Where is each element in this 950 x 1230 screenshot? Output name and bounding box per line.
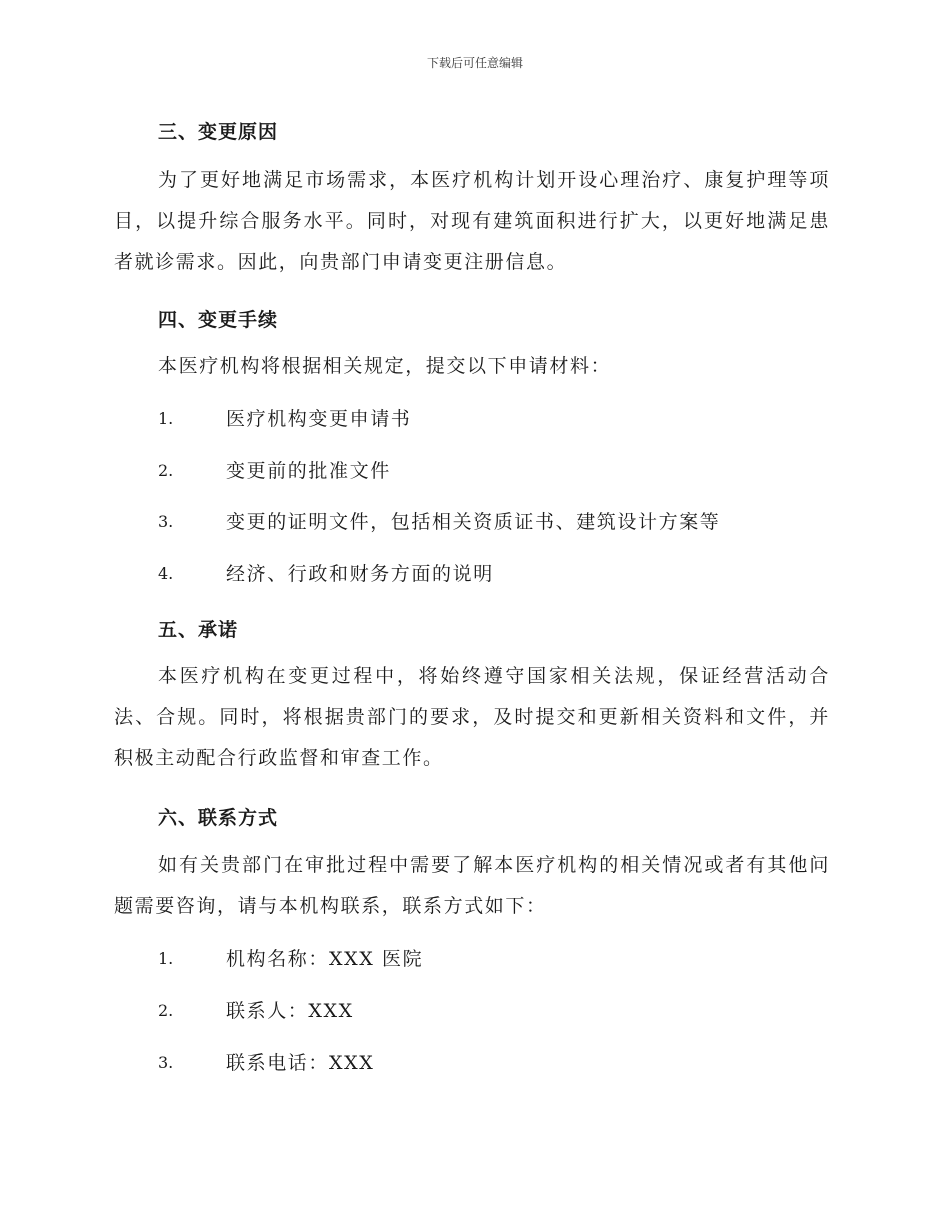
list-item-text: 变更前的批准文件 xyxy=(226,460,391,482)
section-heading-reason: 三、变更原因 xyxy=(158,121,279,143)
list-item-text: 变更的证明文件，包括相关资质证书、建筑设计方案等 xyxy=(226,511,721,533)
section-heading-contact: 六、联系方式 xyxy=(158,807,279,829)
list-item-number: 2. xyxy=(158,1001,174,1020)
list-item-text: 经济、行政和财务方面的说明 xyxy=(226,563,494,585)
section-paragraph-reason: 为了更好地满足市场需求，本医疗机构计划开设心理治疗、康复护理等项目，以提升综合服务水平。同时，对现有建筑面积进行扩大，以更好地满足患者就诊需求。因此，向贵部门申请变更注册信息。 xyxy=(114,169,830,273)
list-item-text: 医疗机构变更申请书 xyxy=(226,408,412,430)
section-heading-procedures: 四、变更手续 xyxy=(158,309,279,331)
list-item-number: 3. xyxy=(158,512,174,531)
list-item-number: 1. xyxy=(158,409,174,428)
section-paragraph-procedures: 本医疗机构将根据相关规定，提交以下申请材料： xyxy=(158,355,612,377)
list-item-text: 机构名称：XXX 医院 xyxy=(226,948,424,970)
list-item-number: 4. xyxy=(158,564,174,583)
list-item-text: 联系电话：XXX xyxy=(226,1052,375,1074)
page-header: 下载后可任意编辑 xyxy=(426,56,523,70)
section-paragraph-commitment: 本医疗机构在变更过程中，将始终遵守国家相关法规，保证经营活动合法、合规。同时，将根据贵部门的要求，及时提交和更新相关资料和文件，并积极主动配合行政监督和审查工作。 xyxy=(114,665,830,769)
section-heading-commitment: 五、承诺 xyxy=(158,619,239,641)
list-item-text: 联系人：XXX xyxy=(226,1000,354,1022)
list-item-number: 3. xyxy=(158,1053,174,1072)
list-item-number: 1. xyxy=(158,949,174,968)
list-item-number: 2. xyxy=(158,461,174,480)
section-paragraph-contact: 如有关贵部门在审批过程中需要了解本医疗机构的相关情况或者有其他问题需要咨询，请与本机构联系，联系方式如下： xyxy=(114,854,830,917)
